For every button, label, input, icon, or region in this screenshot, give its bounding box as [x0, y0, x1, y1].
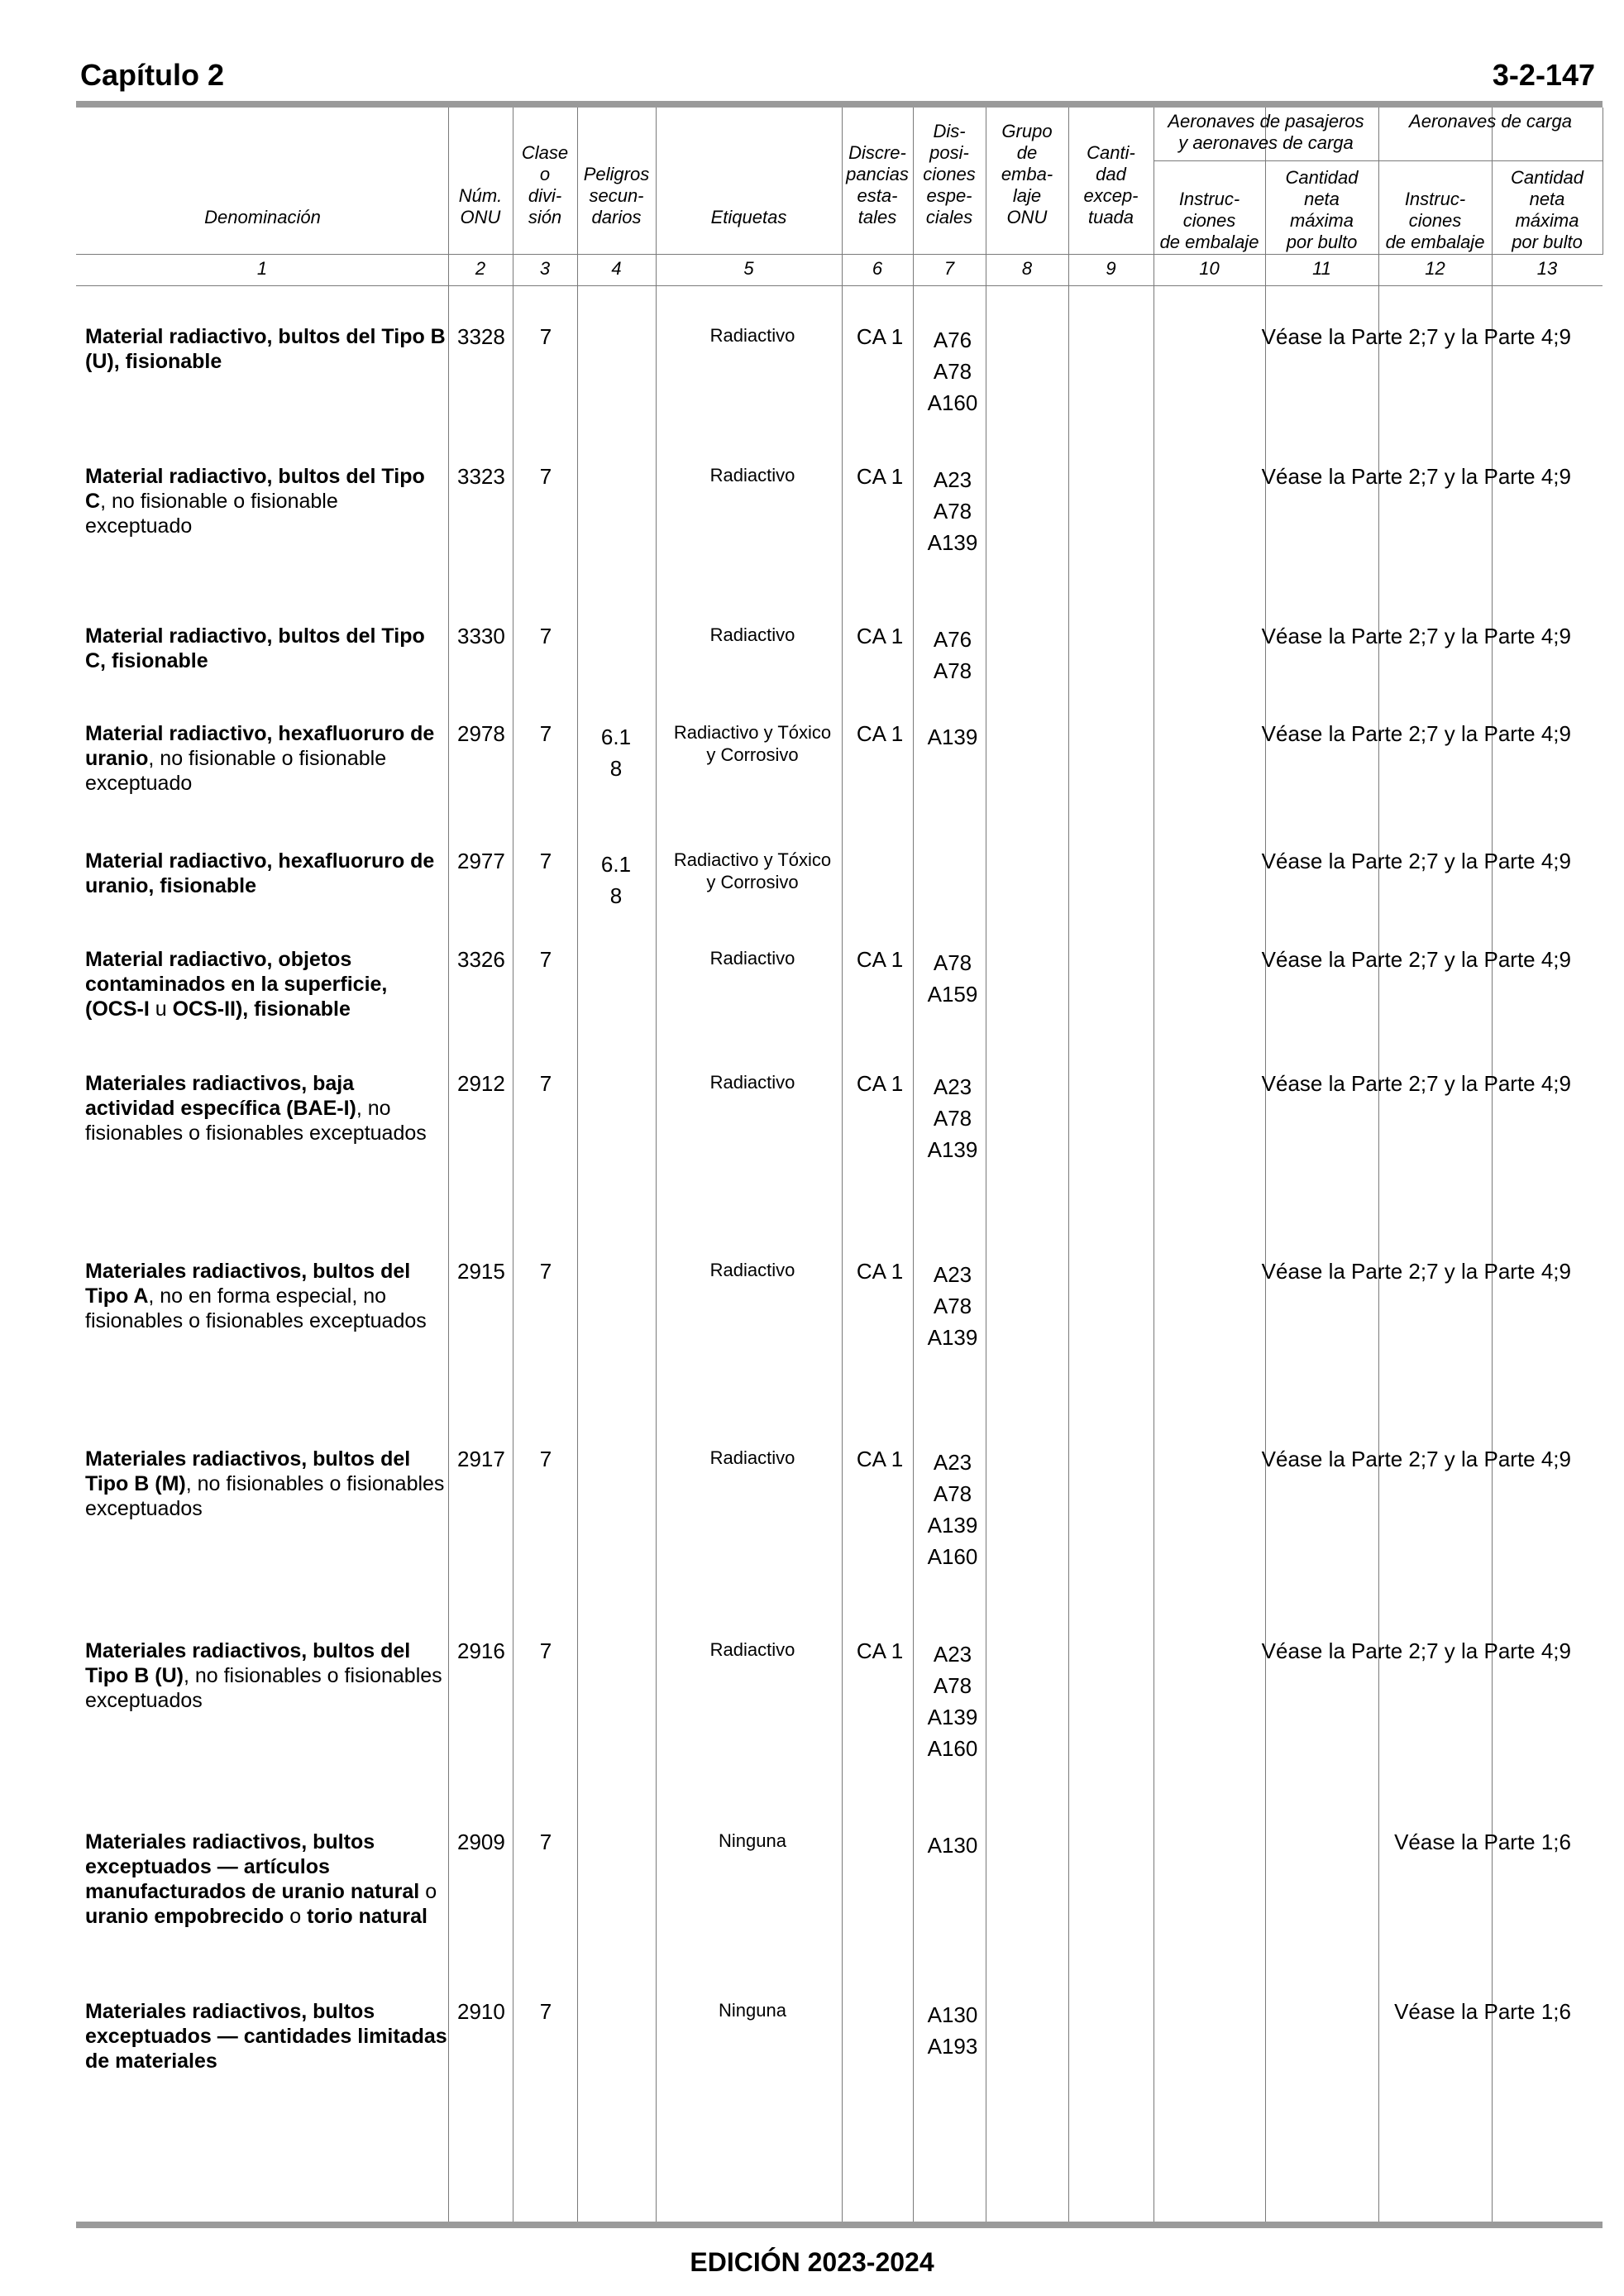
- row-class: 7: [539, 1259, 552, 1284]
- row-un-number: 3323: [457, 464, 505, 489]
- denominacion-segment: , no fisionables o fisionables exceptuados: [85, 1097, 427, 1145]
- row-class: 7: [539, 1447, 552, 1471]
- row-class: 7: [539, 1999, 552, 2024]
- row-discrepancy: CA 1: [856, 1071, 904, 1096]
- row-special-provisions: A23 A78 A139 A160: [927, 1642, 978, 1761]
- header-num-onu: Núm. ONU: [458, 185, 503, 227]
- column-number: 5: [743, 258, 754, 279]
- row-reference: Véase la Parte 2;7 y la Parte 4;9: [1261, 464, 1571, 489]
- column-number: 13: [1536, 258, 1558, 279]
- row-special-provisions: A23 A78 A139: [927, 1262, 978, 1350]
- row-un-number: 2916: [457, 1638, 505, 1663]
- row-denominacion: [85, 721, 449, 796]
- denominacion-segment: Material radiactivo, hexafluoruro de uranio, fisionable: [85, 849, 435, 897]
- row-discrepancy: CA 1: [856, 1638, 904, 1663]
- row-reference: Véase la Parte 1;6: [1394, 1830, 1571, 1854]
- row-discrepancy: CA 1: [856, 1259, 904, 1284]
- row-labels: Radiactivo: [709, 465, 795, 486]
- row-reference: Véase la Parte 2;7 y la Parte 4;9: [1261, 947, 1571, 972]
- column-divider: [842, 108, 843, 2222]
- row-class: 7: [539, 849, 552, 873]
- row-discrepancy: CA 1: [856, 324, 904, 349]
- column-divider: [913, 108, 914, 2222]
- column-number: 1: [256, 258, 268, 279]
- row-discrepancy: CA 1: [856, 947, 904, 972]
- row-subsidiary-risk: 6.1 8: [600, 725, 632, 781]
- row-labels: Ninguna: [719, 2000, 786, 2021]
- row-denominacion: [85, 1638, 449, 1713]
- denominacion-segment: , no fisionables o fisionables exceptuados: [85, 1664, 442, 1712]
- denominacion-segment: Materiales radiactivos, bultos del Tipo A: [85, 1260, 411, 1308]
- row-labels: Radiactivo: [709, 1639, 795, 1660]
- row-denominacion: [85, 1830, 449, 1929]
- denominacion-segment: , no fisionable o fisionable exceptuado: [85, 747, 387, 795]
- row-special-provisions: A76 A78 A160: [927, 328, 978, 415]
- row-reference: Véase la Parte 2;7 y la Parte 4;9: [1261, 849, 1571, 873]
- row-class: 7: [539, 1638, 552, 1663]
- denominacion-segment: , no fisionables o fisionables exceptuados: [85, 1472, 445, 1520]
- row-class: 7: [539, 721, 552, 746]
- denominacion-segment: Material radiactivo, bultos del Tipo C: [85, 465, 425, 513]
- bottom-rule: [76, 2222, 1603, 2228]
- row-labels: Radiactivo: [709, 948, 795, 969]
- header-instrucciones-cargo: Instruc- ciones de embalaje: [1385, 189, 1485, 252]
- column-divider: [1068, 108, 1069, 2222]
- denominacion-segment: Materiales radiactivos, bultos exceptuados — cantidades limitadas de materiales: [85, 2000, 447, 2073]
- row-reference: Véase la Parte 2;7 y la Parte 4;9: [1261, 1071, 1571, 1096]
- row-un-number: 2910: [457, 1999, 505, 2024]
- column-number: 7: [943, 258, 955, 279]
- header-disposiciones: Dis- posi- ciones espe- ciales: [923, 121, 976, 227]
- column-number: 10: [1199, 258, 1220, 279]
- row-denominacion: [85, 464, 449, 538]
- header-carga-group: Aeronaves de carga: [1409, 111, 1572, 132]
- row-denominacion: [85, 1259, 449, 1333]
- column-divider: [577, 108, 578, 2222]
- row-special-provisions: A23 A78 A139: [927, 467, 978, 555]
- row-labels: Radiactivo: [709, 1447, 795, 1468]
- column-divider: [656, 108, 657, 2222]
- top-rule: [76, 101, 1603, 108]
- row-labels: Radiactivo: [709, 624, 795, 645]
- row-denominacion: [85, 947, 449, 1021]
- denominacion-segment: Materiales radiactivos, baja actividad específica (BAE-I): [85, 1072, 356, 1120]
- row-un-number: 2917: [457, 1447, 505, 1471]
- denominacion-segment: , no fisionable o fisionable exceptuado: [85, 490, 338, 538]
- row-un-number: 3330: [457, 624, 505, 648]
- row-discrepancy: CA 1: [856, 1447, 904, 1471]
- row-special-provisions: A130 A193: [927, 2002, 978, 2059]
- row-reference: Véase la Parte 2;7 y la Parte 4;9: [1261, 1638, 1571, 1663]
- row-class: 7: [539, 464, 552, 489]
- denominacion-segment: Materiales radiactivos, bultos exceptuados — artículos manufacturados de uranio natural: [85, 1830, 426, 1903]
- row-special-provisions: A78 A159: [927, 950, 978, 1007]
- header-cantidad-exceptuada: Canti- dad excep- tuada: [1083, 142, 1139, 227]
- row-special-provisions: A139: [927, 725, 978, 749]
- row-discrepancy: CA 1: [856, 721, 904, 746]
- column-number: 3: [539, 258, 551, 279]
- header-cantidad-pax: Cantidad neta máxima por bulto: [1285, 167, 1359, 252]
- header-discrepancias: Discre- pancias esta- tales: [846, 142, 909, 227]
- column-number: 11: [1312, 258, 1331, 279]
- row-class: 7: [539, 1830, 552, 1854]
- row-denominacion: [85, 1447, 449, 1521]
- row-class: 7: [539, 324, 552, 349]
- row-un-number: 2977: [457, 849, 505, 873]
- column-number: 9: [1106, 258, 1116, 279]
- header-denominacion: Denominación: [204, 207, 321, 227]
- header-bottom-line: [76, 254, 1603, 255]
- row-un-number: 2915: [457, 1259, 505, 1284]
- header-group-divider: [1154, 160, 1603, 161]
- denominacion-segment: u: [155, 997, 167, 1021]
- column-number-line: [76, 285, 1603, 286]
- denominacion-segment: uranio empobrecido: [85, 1905, 290, 1928]
- row-un-number: 3326: [457, 947, 505, 972]
- row-special-provisions: A23 A78 A139 A160: [927, 1450, 978, 1569]
- denominacion-segment: o: [289, 1905, 302, 1928]
- denominacion-segment: , no en forma especial, no fisionables o fisionables exceptuados: [85, 1284, 427, 1332]
- row-labels: Radiactivo: [709, 1260, 795, 1280]
- row-labels: Radiactivo: [709, 1072, 795, 1093]
- header-pasajeros-group: Aeronaves de pasajeros y aeronaves de carga: [1168, 111, 1364, 153]
- denominacion-segment: Material radiactivo, objetos contaminados en la superficie, (OCS-I: [85, 948, 388, 1021]
- row-labels: Radiactivo: [709, 325, 795, 346]
- denominacion-segment: torio natural: [301, 1905, 427, 1928]
- header-clase: Clase o divi- sión: [521, 142, 569, 227]
- row-reference: Véase la Parte 2;7 y la Parte 4;9: [1261, 1447, 1571, 1471]
- row-special-provisions: A23 A78 A139: [927, 1074, 978, 1162]
- row-special-provisions: A76 A78: [933, 627, 972, 683]
- header-peligros: Peligros secun- darios: [583, 164, 650, 227]
- column-number: 4: [611, 258, 622, 279]
- denominacion-segment: Materiales radiactivos, bultos del Tipo B (M): [85, 1447, 411, 1495]
- column-number: 8: [1021, 258, 1033, 279]
- row-reference: Véase la Parte 2;7 y la Parte 4;9: [1261, 324, 1571, 349]
- row-denominacion: [85, 1071, 449, 1146]
- denominacion-segment: Material radiactivo, bultos del Tipo B (U), fisionable: [85, 325, 446, 373]
- column-number: 12: [1425, 258, 1445, 279]
- page-number: 3-2-147: [1492, 58, 1595, 92]
- header-grupo: Grupo de emba- laje ONU: [1001, 121, 1053, 227]
- row-denominacion: [85, 1999, 449, 2074]
- row-reference: Véase la Parte 2;7 y la Parte 4;9: [1261, 1259, 1571, 1284]
- row-discrepancy: CA 1: [856, 464, 904, 489]
- column-divider: [1492, 108, 1493, 2222]
- denominacion-segment: OCS-II), fisionable: [166, 997, 351, 1021]
- row-labels: Ninguna: [719, 1830, 786, 1851]
- row-reference: Véase la Parte 2;7 y la Parte 4;9: [1261, 721, 1571, 746]
- column-number: 6: [872, 258, 883, 279]
- denominacion-segment: o: [425, 1880, 437, 1903]
- row-class: 7: [539, 1071, 552, 1096]
- row-special-provisions: A130: [927, 1833, 978, 1858]
- row-labels: Radiactivo y Tóxico y Corrosivo: [673, 849, 832, 892]
- denominacion-segment: Material radiactivo, hexafluoruro de uranio: [85, 722, 435, 770]
- header-etiquetas: Etiquetas: [710, 207, 787, 227]
- row-denominacion: [85, 849, 449, 898]
- row-denominacion: [85, 324, 449, 374]
- row-labels: Radiactivo y Tóxico y Corrosivo: [673, 722, 832, 765]
- column-divider: [1378, 108, 1379, 2222]
- row-class: 7: [539, 624, 552, 648]
- row-reference: Véase la Parte 1;6: [1394, 1999, 1571, 2024]
- column-number: 2: [475, 258, 486, 279]
- row-un-number: 2909: [457, 1830, 505, 1854]
- chapter-title: Capítulo 2: [80, 58, 225, 92]
- row-discrepancy: CA 1: [856, 624, 904, 648]
- row-un-number: 2912: [457, 1071, 505, 1096]
- edition-footer: EDICIÓN 2023-2024: [690, 2247, 934, 2277]
- row-un-number: 2978: [457, 721, 505, 746]
- header-cantidad-cargo: Cantidad neta máxima por bulto: [1510, 167, 1584, 252]
- row-subsidiary-risk: 6.1 8: [600, 852, 632, 908]
- row-un-number: 3328: [457, 324, 505, 349]
- row-class: 7: [539, 947, 552, 972]
- denominacion-segment: Materiales radiactivos, bultos del Tipo B (U): [85, 1639, 411, 1687]
- denominacion-segment: Material radiactivo, bultos del Tipo C, fisionable: [85, 624, 425, 672]
- header-instrucciones-pax: Instruc- ciones de embalaje: [1159, 189, 1259, 252]
- row-denominacion: [85, 624, 449, 673]
- row-reference: Véase la Parte 2;7 y la Parte 4;9: [1261, 624, 1571, 648]
- column-divider: [1265, 108, 1266, 2222]
